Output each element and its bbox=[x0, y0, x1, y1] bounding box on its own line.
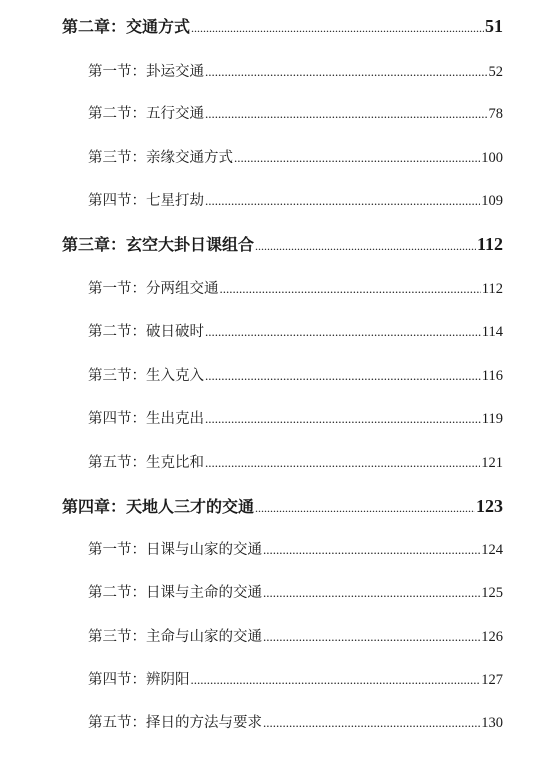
dot-leader bbox=[191, 672, 481, 688]
toc-section-title: 第二节：日课与主命的交通 bbox=[88, 585, 262, 601]
dot-leader bbox=[205, 64, 488, 80]
toc-section-3-1 bbox=[88, 277, 503, 298]
toc-section-title: 第二节：五行交通 bbox=[88, 106, 204, 122]
toc-section-title: 第三节：主命与山家的交通 bbox=[88, 629, 262, 645]
toc-section-title: 第四节：七星打劫 bbox=[88, 193, 204, 209]
toc-section-title: 第四节：辨阴阳 bbox=[88, 672, 190, 688]
toc-section-title: 第一节：分两组交通 bbox=[88, 281, 219, 297]
toc-section-title: 第五节：择日的方法与要求 bbox=[88, 715, 262, 731]
toc-page-number: 112 bbox=[476, 234, 503, 254]
dot-leader bbox=[191, 17, 484, 36]
toc-section-title: 第一节：卦运交通 bbox=[88, 64, 204, 80]
toc-section-4-5 bbox=[88, 711, 503, 732]
toc-section-4-4 bbox=[88, 668, 503, 689]
toc-page-number: 124 bbox=[481, 542, 503, 558]
toc-section-3-3 bbox=[88, 364, 503, 385]
toc-section-3-5 bbox=[88, 451, 503, 472]
toc-page-number: 127 bbox=[481, 672, 503, 688]
toc-page-number: 125 bbox=[481, 585, 503, 601]
toc-page-number: 126 bbox=[481, 629, 503, 645]
toc-section-title: 第三节：生入克入 bbox=[88, 368, 204, 384]
toc-chapter-3 bbox=[62, 232, 503, 255]
toc-chapter-title: 第四章：天地人三才的交通 bbox=[62, 497, 255, 516]
dot-leader bbox=[220, 281, 481, 297]
toc-section-title: 第二节：破日破时 bbox=[88, 324, 204, 340]
toc-page-number: 109 bbox=[481, 193, 503, 209]
toc-page-number: 51 bbox=[485, 16, 503, 36]
toc-section-2-1 bbox=[88, 60, 503, 81]
dot-leader bbox=[263, 629, 480, 645]
toc-section-title: 第三节：亲缘交通方式 bbox=[88, 150, 233, 166]
toc-page-number: 78 bbox=[488, 106, 503, 122]
toc-page-number: 116 bbox=[481, 368, 503, 384]
dot-leader bbox=[205, 455, 480, 471]
toc-page-number: 121 bbox=[481, 455, 503, 471]
toc-page-number: 114 bbox=[481, 324, 503, 340]
toc-chapter-2 bbox=[62, 14, 503, 37]
dot-leader bbox=[205, 106, 488, 122]
toc-page-number: 130 bbox=[481, 715, 503, 731]
toc-page-number: 119 bbox=[481, 411, 503, 427]
dot-leader bbox=[234, 150, 480, 166]
toc-section-title: 第四节：生出克出 bbox=[88, 411, 204, 427]
toc-section-2-4 bbox=[88, 189, 503, 210]
dot-leader bbox=[263, 585, 480, 601]
toc-section-4-1 bbox=[88, 538, 503, 559]
toc-chapter-4 bbox=[62, 494, 503, 517]
toc-page-number: 100 bbox=[481, 150, 503, 166]
dot-leader bbox=[205, 193, 480, 209]
toc-section-3-2 bbox=[88, 320, 503, 341]
dot-leader bbox=[263, 715, 480, 731]
toc-section-4-2 bbox=[88, 581, 503, 602]
toc-section-title: 第一节：日课与山家的交通 bbox=[88, 542, 262, 558]
toc-page-number: 123 bbox=[476, 496, 503, 516]
toc-section-2-2 bbox=[88, 102, 503, 123]
toc-section-3-4 bbox=[88, 407, 503, 428]
dot-leader bbox=[255, 497, 475, 516]
toc-section-title: 第五节：生克比和 bbox=[88, 455, 204, 471]
dot-leader bbox=[263, 542, 480, 558]
dot-leader bbox=[255, 235, 476, 254]
dot-leader bbox=[205, 324, 481, 340]
toc-section-2-3 bbox=[88, 146, 503, 167]
dot-leader bbox=[205, 368, 481, 384]
toc-chapter-title: 第三章：玄空大卦日课组合 bbox=[62, 235, 255, 254]
dot-leader bbox=[205, 411, 481, 427]
toc-chapter-title: 第二章：交通方式 bbox=[62, 17, 191, 36]
toc-page-number: 52 bbox=[488, 64, 503, 80]
toc-section-4-3 bbox=[88, 625, 503, 646]
toc-page-number: 112 bbox=[481, 281, 503, 297]
